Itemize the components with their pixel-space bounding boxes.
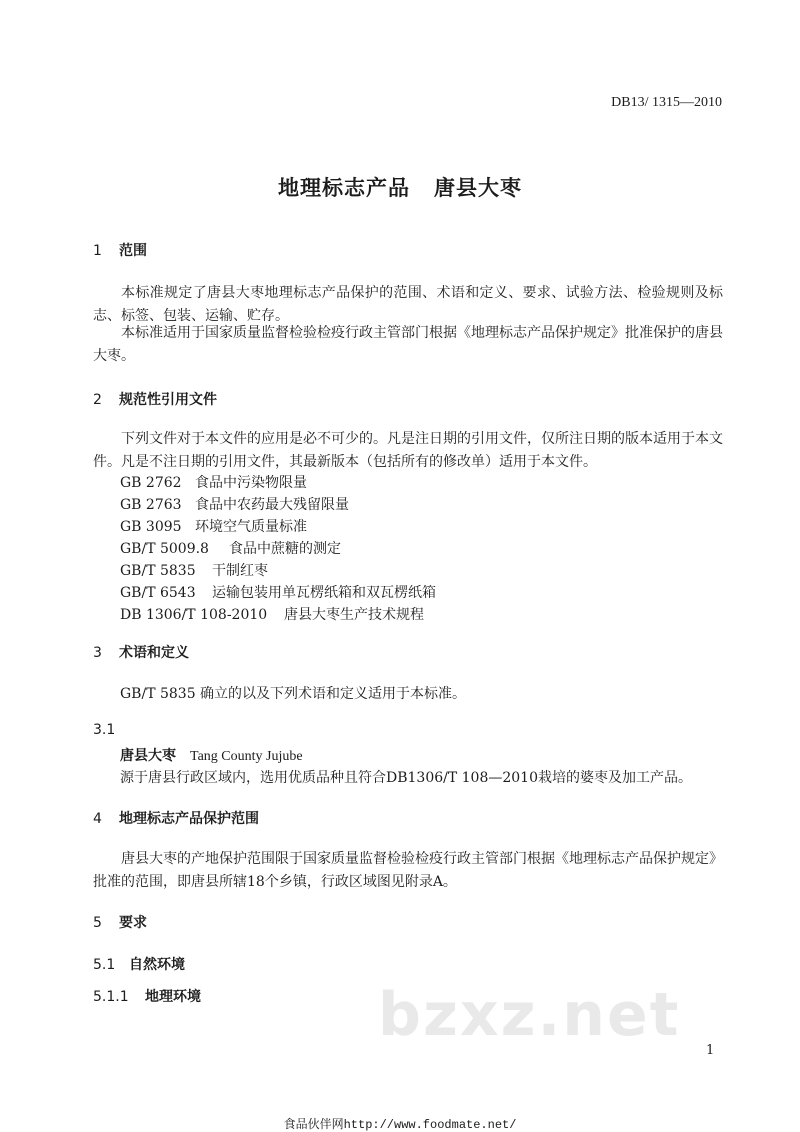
reference-item: GB 2763 食品中农药最大残留限量 [120,497,349,513]
watermark: bzxz.net [378,980,681,1050]
section-4-paragraph: 唐县大枣的产地保护范围限于国家质量监督检验检疫行政主管部门根据《地理标志产品保护规定》批准的范围，即唐县所辖18个乡镇，行政区域图见附录A。 [93,851,723,890]
reference-item: GB 2762 食品中污染物限量 [120,475,307,491]
term-entry [120,745,303,765]
footer [0,1115,800,1132]
footer-site-name: 食品伙伴网 [283,1117,344,1131]
document-number: DB13/ 1315—2010 [611,95,722,110]
section-1-paragraph-2: 本标准适用于国家质量监督检验检疫行政主管部门根据《地理标志产品保护规定》批准保护的唐县大枣。 [93,325,723,364]
term-english: Tang County Jujube [190,749,303,764]
section-2-paragraph: 下列文件对于本文件的应用是必不可少的。凡是注日期的引用文件，仅所注日期的版本适用于本文件。凡是不注日期的引用文件，其最新版本（包括所有的修改单）适用于本文件。 [93,431,723,470]
section-3-heading: 3 术语和定义 [93,645,189,661]
reference-item: GB/T 5009.8 食品中蔗糖的测定 [120,541,341,557]
term-chinese: 唐县大枣 [120,748,176,764]
section-1-heading: 1 范围 [93,243,147,259]
footer-url[interactable]: http://www.foodmate.net/ [343,1118,517,1132]
section-2-heading: 2 规范性引用文件 [93,392,217,408]
section-1-paragraph-1: 本标准规定了唐县大枣地理标志产品保护的范围、术语和定义、要求、试验方法、检验规则及标志、标签、包装、运输、贮存。 [93,285,723,324]
page-number: 1 [706,1043,715,1058]
title-part-1: 地理标志产品 [278,176,410,200]
section-4-heading: 4 地理标志产品保护范围 [93,811,259,827]
subsection-3-1-number: 3.1 [93,722,116,738]
section-3-paragraph: GB/T 5835 确立的以及下列术语和定义适用于本标准。 [120,686,467,702]
section-5-1-1-heading: 5.1.1 地理环境 [93,989,201,1005]
section-5-1-heading: 5.1 自然环境 [93,957,185,973]
section-5-heading: 5 要求 [93,915,147,931]
reference-item: GB/T 5835 干制红枣 [120,563,268,579]
title-part-2: 唐县大枣 [434,176,522,200]
reference-item: GB/T 6543 运输包装用单瓦楞纸箱和双瓦楞纸箱 [120,585,436,601]
document-title [0,172,800,202]
reference-item: GB 3095 环境空气质量标准 [120,519,307,535]
term-definition: 源于唐县行政区域内，选用优质品种且符合DB1306/T 108—2010栽培的婆枣及加工产品。 [120,770,692,786]
reference-item: DB 1306/T 108-2010 唐县大枣生产技术规程 [120,607,424,623]
